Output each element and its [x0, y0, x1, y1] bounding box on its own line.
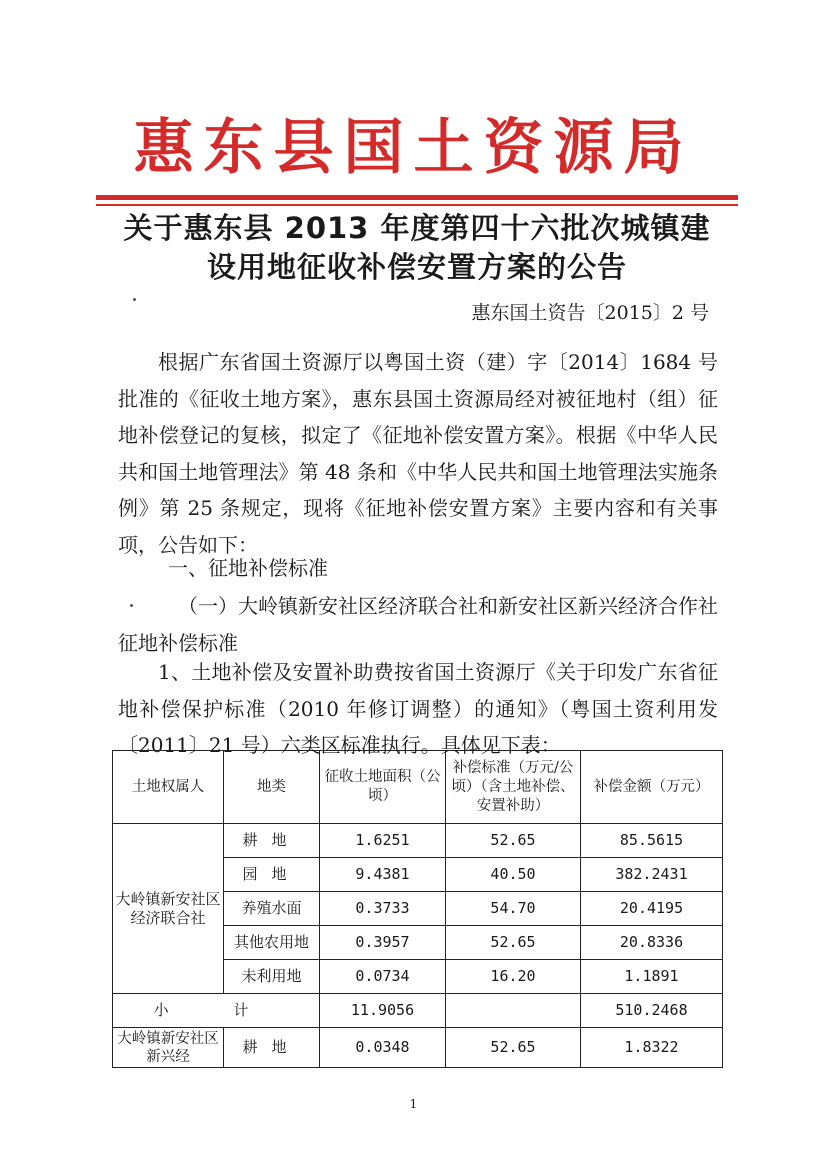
table-header-row — [113, 751, 723, 824]
area-cell: 0.0734 — [320, 960, 446, 994]
compensation-table — [112, 750, 723, 1068]
header-standard: 补偿标准（万元/公顷）（含土地补偿、安置补助） — [446, 751, 581, 824]
land-type-cell: 未利用地 — [224, 960, 320, 994]
subtotal-label: 小 计 — [113, 994, 320, 1028]
table-row — [113, 1028, 723, 1068]
standard-cell: 52.65 — [446, 824, 581, 858]
owner-cell: 大岭镇新安社区新兴经 — [113, 1028, 224, 1068]
header-amount: 补偿金额（万元） — [581, 751, 723, 824]
land-type-cell: 其他农用地 — [224, 926, 320, 960]
land-type-cell: 耕地 — [224, 824, 320, 858]
owner-cell: 大岭镇新安社区经济联合社 — [113, 824, 224, 994]
area-cell: 9.4381 — [320, 858, 446, 892]
header-area: 征收土地面积（公顷） — [320, 751, 446, 824]
document-title-line2: 设用地征收补偿安置方案的公告 — [206, 250, 627, 284]
area-cell: 1.6251 — [320, 824, 446, 858]
body-item-1: 1、土地补偿及安置补助费按省国土资源厅《关于印发广东省征地补偿保护标准（2010 年修订调整）的通知》（粤国土资利用发〔2011〕21 号）六类区标准执行。具体见下表： — [118, 660, 718, 757]
standard-cell: 52.65 — [446, 1028, 581, 1068]
document-number: 惠东国土资告〔2015〕2 号 — [471, 302, 709, 324]
standard-cell: 52.65 — [446, 926, 581, 960]
amount-cell: 20.4195 — [581, 892, 723, 926]
subtotal-standard — [446, 994, 581, 1028]
document-title-line1: 关于惠东县 2013 年度第四十六批次城镇建 — [123, 211, 711, 245]
area-cell: 0.3733 — [320, 892, 446, 926]
header-owner: 土地权属人 — [113, 751, 224, 824]
area-cell: 0.0348 — [320, 1028, 446, 1068]
land-type-cell: 园地 — [224, 858, 320, 892]
standard-cell: 16.20 — [446, 960, 581, 994]
letterhead-rule-thin — [96, 204, 738, 206]
subtotal-area: 11.9056 — [320, 994, 446, 1028]
letterhead-rule-thick — [96, 195, 738, 200]
amount-cell: 1.8322 — [581, 1028, 723, 1068]
page-number: 1 — [409, 1097, 418, 1111]
scan-dot — [133, 298, 136, 301]
header-land-type: 地类 — [224, 751, 320, 824]
amount-cell: 382.2431 — [581, 858, 723, 892]
land-type-cell: 耕地 — [224, 1028, 320, 1068]
section-heading-1: 一、征地补偿标准 — [168, 556, 328, 580]
amount-cell: 20.8336 — [581, 926, 723, 960]
body-paragraph-1: 根据广东省国土资源厅以粤国土资（建）字〔2014〕1684 号批准的《征收土地方案》，惠东县国土资源局经对被征地村（组）征地补偿登记的复核，拟定了《征地补偿安置方案》。根据《中华人民共和国土地管理法》第 48 条和《中华人民共和国土地管理法实施条例》第 25 条规定，现将《征地补偿安置方案》主要内容和有关事项，公告如下： — [118, 350, 718, 557]
table-row — [113, 824, 723, 858]
land-type-cell: 养殖水面 — [224, 892, 320, 926]
amount-cell: 1.1891 — [581, 960, 723, 994]
standard-cell: 54.70 — [446, 892, 581, 926]
subsection-heading-1: （一）大岭镇新安社区经济联合社和新安社区新兴经济合作社征地补偿标准 — [118, 594, 718, 655]
subtotal-amount: 510.2468 — [581, 994, 723, 1028]
area-cell: 0.3957 — [320, 926, 446, 960]
amount-cell: 85.5615 — [581, 824, 723, 858]
subtotal-row — [113, 994, 723, 1028]
org-letterhead: 惠东县国土资源局 — [133, 113, 694, 183]
standard-cell: 40.50 — [446, 858, 581, 892]
